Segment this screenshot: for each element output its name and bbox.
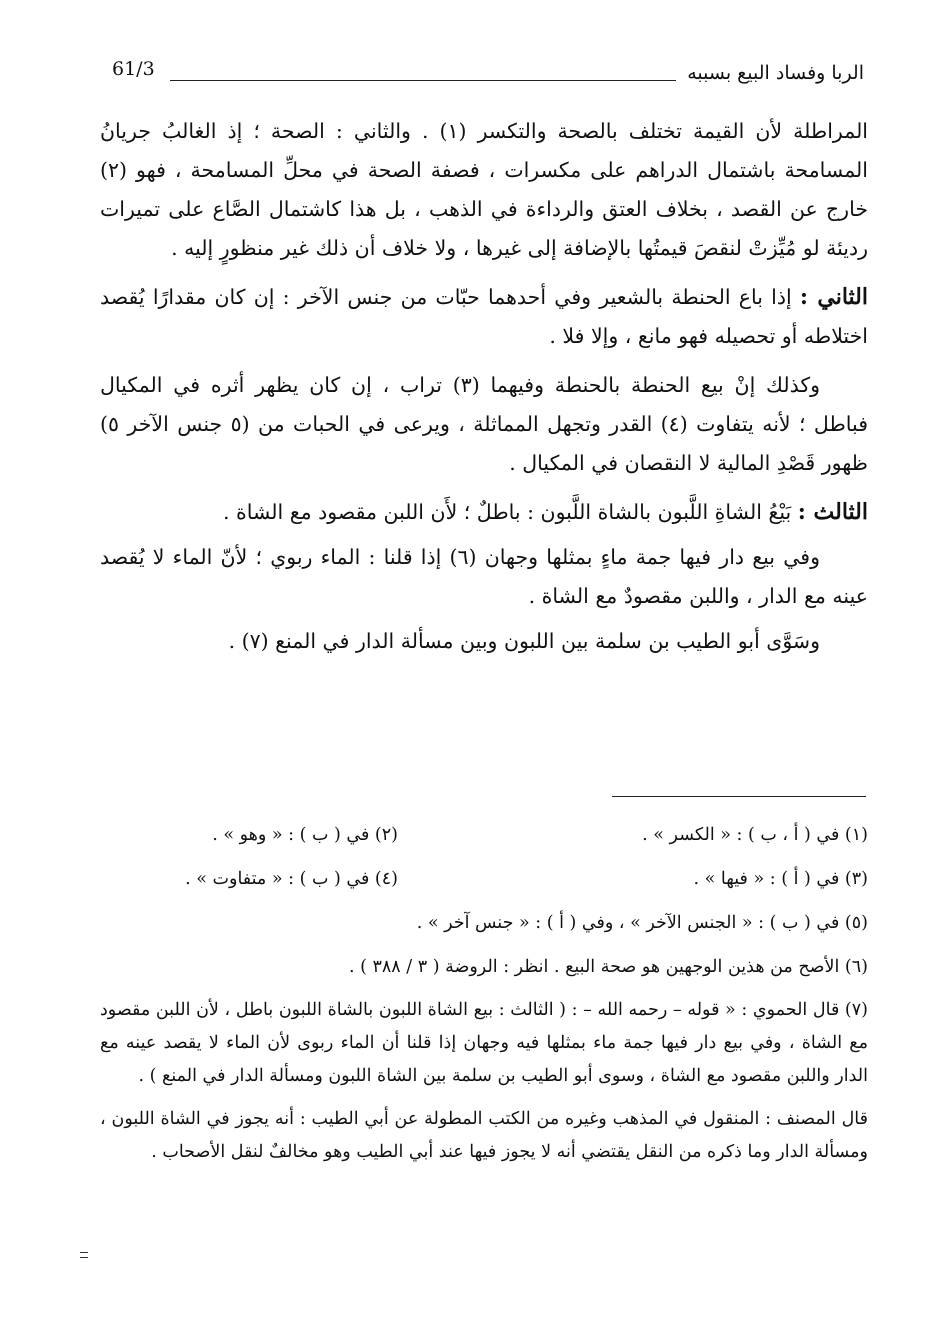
footnotes bbox=[100, 818, 868, 1187]
page-number: 61/3 bbox=[112, 58, 155, 80]
footnote-row-1 bbox=[100, 818, 868, 852]
paragraph-3: وكذلك إنْ بيع الحنطة بالحنطة وفيهما (٣) تراب ، إن كان يظهر أثره في المكيال فباطل ؛ لأنه يتفاوت (٤) القدر وتجهل المماثلة ، ويرعى في الحبات من (٥ جنس الآخر ٥) ظهور قَصْدِ المالية لا النقصان في المكيال . bbox=[100, 373, 868, 475]
footnote-4: (٤) في ( ب ) : « متفاوت » . bbox=[185, 869, 398, 889]
author-note: قال المصنف : المنقول في المذهب وغيره من الكتب المطولة عن أبي الطيب : أنه يجوز في الشاة اللبون ، ومسألة الدار وما ذكره من النقل يقتضي أنه لا يجوز فيها عند أبي الطيب وهو مخالفٌ لنقل الأصحاب . bbox=[100, 1109, 868, 1162]
footnote-5: (٥) في ( ب ) : « الجنس الآخر » ، وفي ( أ ) : « جنس آخر » . bbox=[416, 913, 868, 933]
footnote-separator bbox=[612, 796, 866, 797]
running-header bbox=[108, 56, 864, 96]
footnote-3: (٣) في ( أ ) : « فيها » . bbox=[693, 869, 868, 889]
footnote-6: (٦) الأصح من هذين الوجهين هو صحة البيع . انظر : الروضة ( ٣ / ٣٨٨ ) . bbox=[348, 957, 868, 977]
paragraph-4 bbox=[100, 493, 868, 532]
paragraph-5: وفي بيع دار فيها جمة ماءٍ بمثلها وجهان (٦) إذا قلنا : الماء ربوي ؛ لأنّ الماء لا يُقصد عينه مع الدار ، واللبن مقصودٌ مع الشاة . bbox=[100, 545, 868, 608]
footnote-row-2 bbox=[100, 862, 868, 896]
section-keyword-third: الثالث : bbox=[797, 499, 868, 525]
paragraph-1: المراطلة لأن القيمة تختلف بالصحة والتكسر (١) . والثاني : الصحة ؛ إذ الغالبُ جريانُ المسامحة باشتمال الدراهم على مكسرات ، فصفة الصحة في محلِّ المسامحة ، فهو (٢) خارج عن القصد ، بخلاف العتق والرداءة في الذهب ، بل هذا كاشتمال الصَّاع على تميرات رديئة لو مُيِّزتْ لنقصَ قيمتُها بالإضافة إلى غيرها ، ولا خلاف أن ذلك غير منظورٍ إليه . bbox=[100, 119, 869, 260]
paragraph-2-text: إذا باع الحنطة بالشعير وفي أحدهما حبّات من جنس الآخر : إن كان مقدارًا يُقصد اختلاطه أو تحصيله فهو مانع ، وإلا فلا . bbox=[100, 285, 868, 348]
main-text bbox=[100, 112, 868, 661]
footnote-7: (٧) قال الحموي : « قوله – رحمه الله – : ( الثالث : بيع الشاة اللبون بالشاة اللبون باطل ، لأن اللبن مقصود مع الشاة ، وفي بيع دار فيها جمة ماء بمثلها فيه وجهان إذا قلنا أن الماء ربوى لأن الماء لا يقصد عينه مع الدار واللبن مقصود مع الشاة ، وسوى أبو الطيب بن سلمة بين الشاة اللبون ومسألة الدار في المنع ) . bbox=[100, 1000, 868, 1086]
paragraph-2 bbox=[100, 278, 868, 356]
header-rule bbox=[170, 80, 676, 81]
footnote-2: (٢) في ( ب ) : « وهو » . bbox=[212, 825, 398, 845]
paragraph-4-text: بَيْعُ الشاةِ اللَّبون بالشاة اللَّبون : باطلٌ ؛ لأَن اللبن مقصود مع الشاة . bbox=[222, 500, 792, 524]
running-title: الربا وفساد البيع بسببه bbox=[687, 62, 864, 84]
footnote-1: (١) في ( أ ، ب ) : « الكسر » . bbox=[642, 825, 868, 845]
paragraph-6: وسَوَّى أبو الطيب بن سلمة بين اللبون وبين مسألة الدار في المنع (٧) . bbox=[228, 629, 820, 653]
margin-mark bbox=[80, 1252, 88, 1258]
section-keyword-second: الثاني : bbox=[799, 284, 868, 310]
